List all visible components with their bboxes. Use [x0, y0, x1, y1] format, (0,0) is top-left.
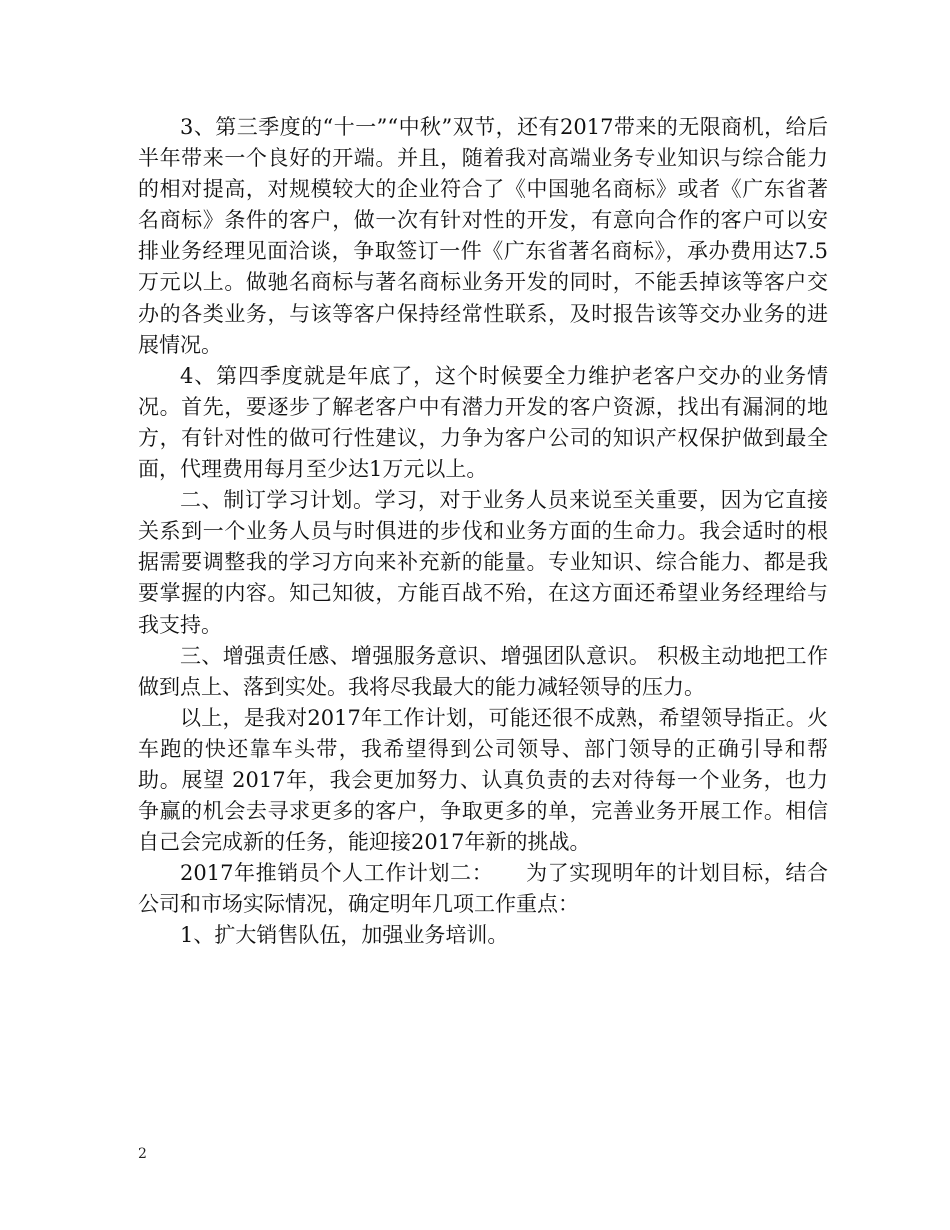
document-body — [138, 112, 828, 952]
paragraph-plan-two-intro: 2017年推销员个人工作计划二： 为了实现明年的计划目标，结合公司和市场实际情况，确定明年几项工作重点： — [138, 861, 828, 917]
paragraph-q3-plan: 3、第三季度的“十一”“中秋”双节，还有2017带来的无限商机，给后半年带来一个良好的开端。并且，随着我对高端业务专业知识与综合能力的相对提高，对规模较大的企业符合了《中国驰名商标》或者《广东省著名商标》条件的客户，做一次有针对性的开发，有意向合作的客户可以安排业务经理见面洽谈，争取签订一件《广东省著名商标》，承办费用达7.5万元以上。做驰名商标与著名商标业务开发的同时，不能丢掉该等客户交办的各类业务，与该等客户保持经常性联系，及时报告该等交办业务的进展情况。 — [138, 115, 828, 357]
page-number: 2 — [138, 1146, 147, 1162]
paragraph-study-plan: 二、制订学习计划。学习，对于业务人员来说至关重要，因为它直接关系到一个业务人员与时俱进的步伐和业务方面的生命力。我会适时的根据需要调整我的学习方向来补充新的能量。专业知识、综合能力、都是我要掌握的内容。知己知彼，方能百战不殆，在这方面还希望业务经理给与我支持。 — [138, 488, 828, 637]
paragraph-q4-plan: 4、第四季度就是年底了，这个时候要全力维护老客户交办的业务情况。首先，要逐步了解老客户中有潜力开发的客户资源，找出有漏洞的地方，有针对性的做可行性建议，力争为客户公司的知识产权保护做到最全面，代理费用每月至少达1万元以上。 — [138, 363, 828, 482]
paragraph-conclusion: 以上，是我对2017年工作计划，可能还很不成熟，希望领导指正。火车跑的快还靠车头带，我希望得到公司领导、部门领导的正确引导和帮助。展望 2017年，我会更加努力、认真负责的去对待每一个业务，也力争赢的机会去寻求更多的客户，争取更多的单，完善业务开展工作。相信自己会完成新的任务，能迎接2017年新的挑战。 — [138, 705, 828, 855]
paragraph-sales-team: 1、扩大销售队伍，加强业务培训。 — [180, 923, 509, 948]
paragraph-responsibility: 三、增强责任感、增强服务意识、增强团队意识。 积极主动地把工作做到点上、落到实处。我将尽我最大的能力减轻领导的压力。 — [138, 643, 828, 699]
